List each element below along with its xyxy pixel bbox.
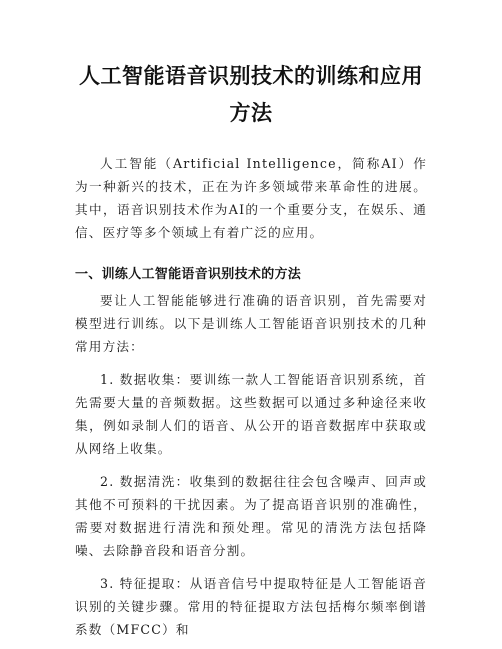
- list-item-data-cleaning: 2. 数据清洗：收集到的数据往往会包含噪声、回声或其他不可预料的干扰因素。为了提高语音识别的准确性，需要对数据进行清洗和预处理。常见的清洗方法包括降噪、去除静音段和语音分割。: [75, 474, 427, 558]
- section-lead-paragraph: 要让人工智能能够进行准确的语音识别，首先需要对模型进行训练。以下是训练人工智能语音识别技术的几种常用方法：: [75, 293, 427, 354]
- list-item-feature-extraction: 3. 特征提取：从语音信号中提取特征是人工智能语音识别的关键步骤。常用的特征提取方法包括梅尔频率倒谱系数（MFCC）和: [75, 576, 427, 637]
- document-title: 人工智能语音识别技术的训练和应用方法: [79, 64, 423, 125]
- section-heading: 一、训练人工智能语音识别技术的方法: [75, 267, 302, 282]
- list-item-data-collection: 1. 数据收集：要训练一款人工智能语音识别系统，首先需要大量的音频数据。这些数据可以通过多种途径来收集，例如录制人们的语音、从公开的语音数据库中获取或从网络上收集。: [75, 372, 427, 456]
- intro-paragraph: 人工智能（Artificial Intelligence，简称AI）作为一种新兴的技术，正在为许多领域带来革命性的进展。其中，语音识别技术作为AI的一个重要分支，在娱乐、通信、医疗等多个领域上有着广泛的应用。: [75, 156, 427, 240]
